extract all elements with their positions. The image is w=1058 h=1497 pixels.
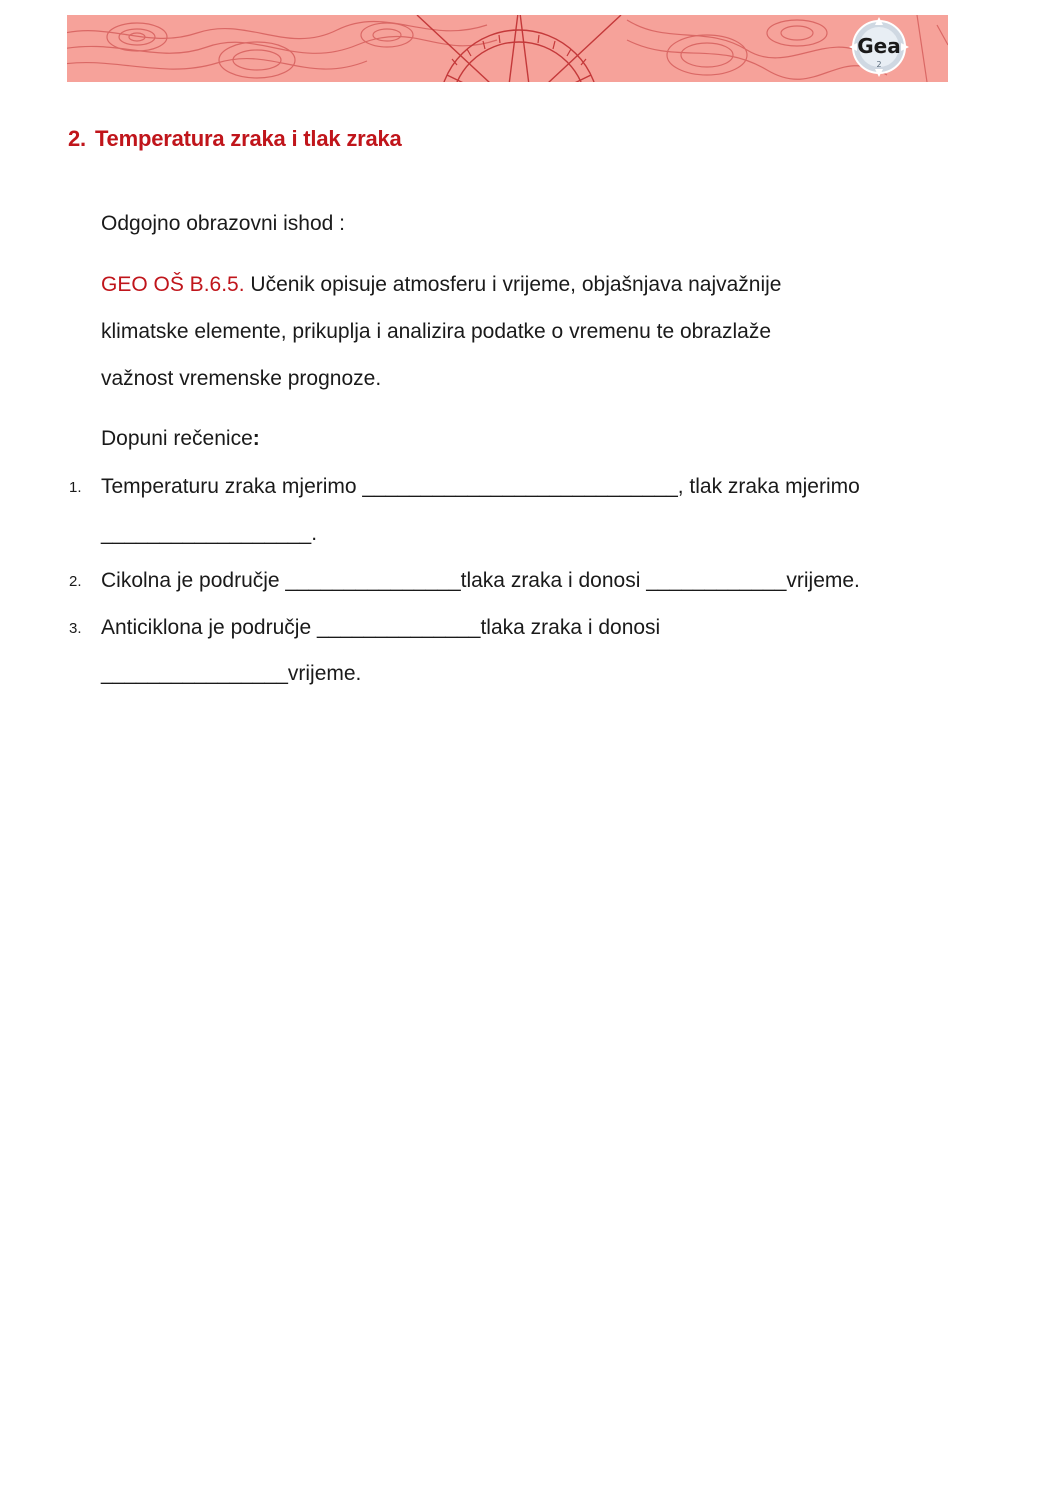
item-number-2: 2. <box>69 573 82 590</box>
outcome-heading: Odgojno obrazovni ishod : <box>101 212 345 235</box>
instruction-text: Dopuni rečenice <box>101 427 253 450</box>
instruction-colon: : <box>252 427 260 450</box>
logo-text: Gea <box>857 34 901 58</box>
outcome-line-3: važnost vremenske prognoze. <box>101 367 382 390</box>
item-1-line-2: __________________. <box>101 522 318 545</box>
item-3-line-1: Anticiklona je područje ______________tlaka zraka i donosi <box>101 616 661 639</box>
outcome-text-1: Učenik opisuje atmosferu i vrijeme, objašnjava najvažnije <box>244 273 782 296</box>
section-title-text: Temperatura zraka i tlak zraka <box>94 126 402 151</box>
item-number-3: 3. <box>69 620 82 637</box>
outcome-line-2: klimatske elemente, prikuplja i analizira podatke o vremenu te obrazlaže <box>101 320 772 343</box>
item-1-line-1: Temperaturu zraka mjerimo ___________________________, tlak zraka mjerimo <box>101 475 860 498</box>
item-3-line-2: ________________vrijeme. <box>101 662 362 685</box>
topographic-map-banner <box>67 15 948 82</box>
banner-background <box>67 15 948 82</box>
item-number-1: 1. <box>69 479 82 496</box>
header-banner <box>67 15 948 82</box>
instruction <box>101 425 260 453</box>
item-2-line-1: Cikolna je područje _______________tlaka zraka i donosi ____________vrijeme. <box>101 569 860 592</box>
section-title <box>68 126 402 152</box>
outcome-code: GEO OŠ B.6.5. <box>101 273 245 296</box>
logo-subtext: 2 <box>876 60 882 69</box>
outcome-line-1 <box>101 271 782 299</box>
section-number: 2. <box>68 126 86 151</box>
